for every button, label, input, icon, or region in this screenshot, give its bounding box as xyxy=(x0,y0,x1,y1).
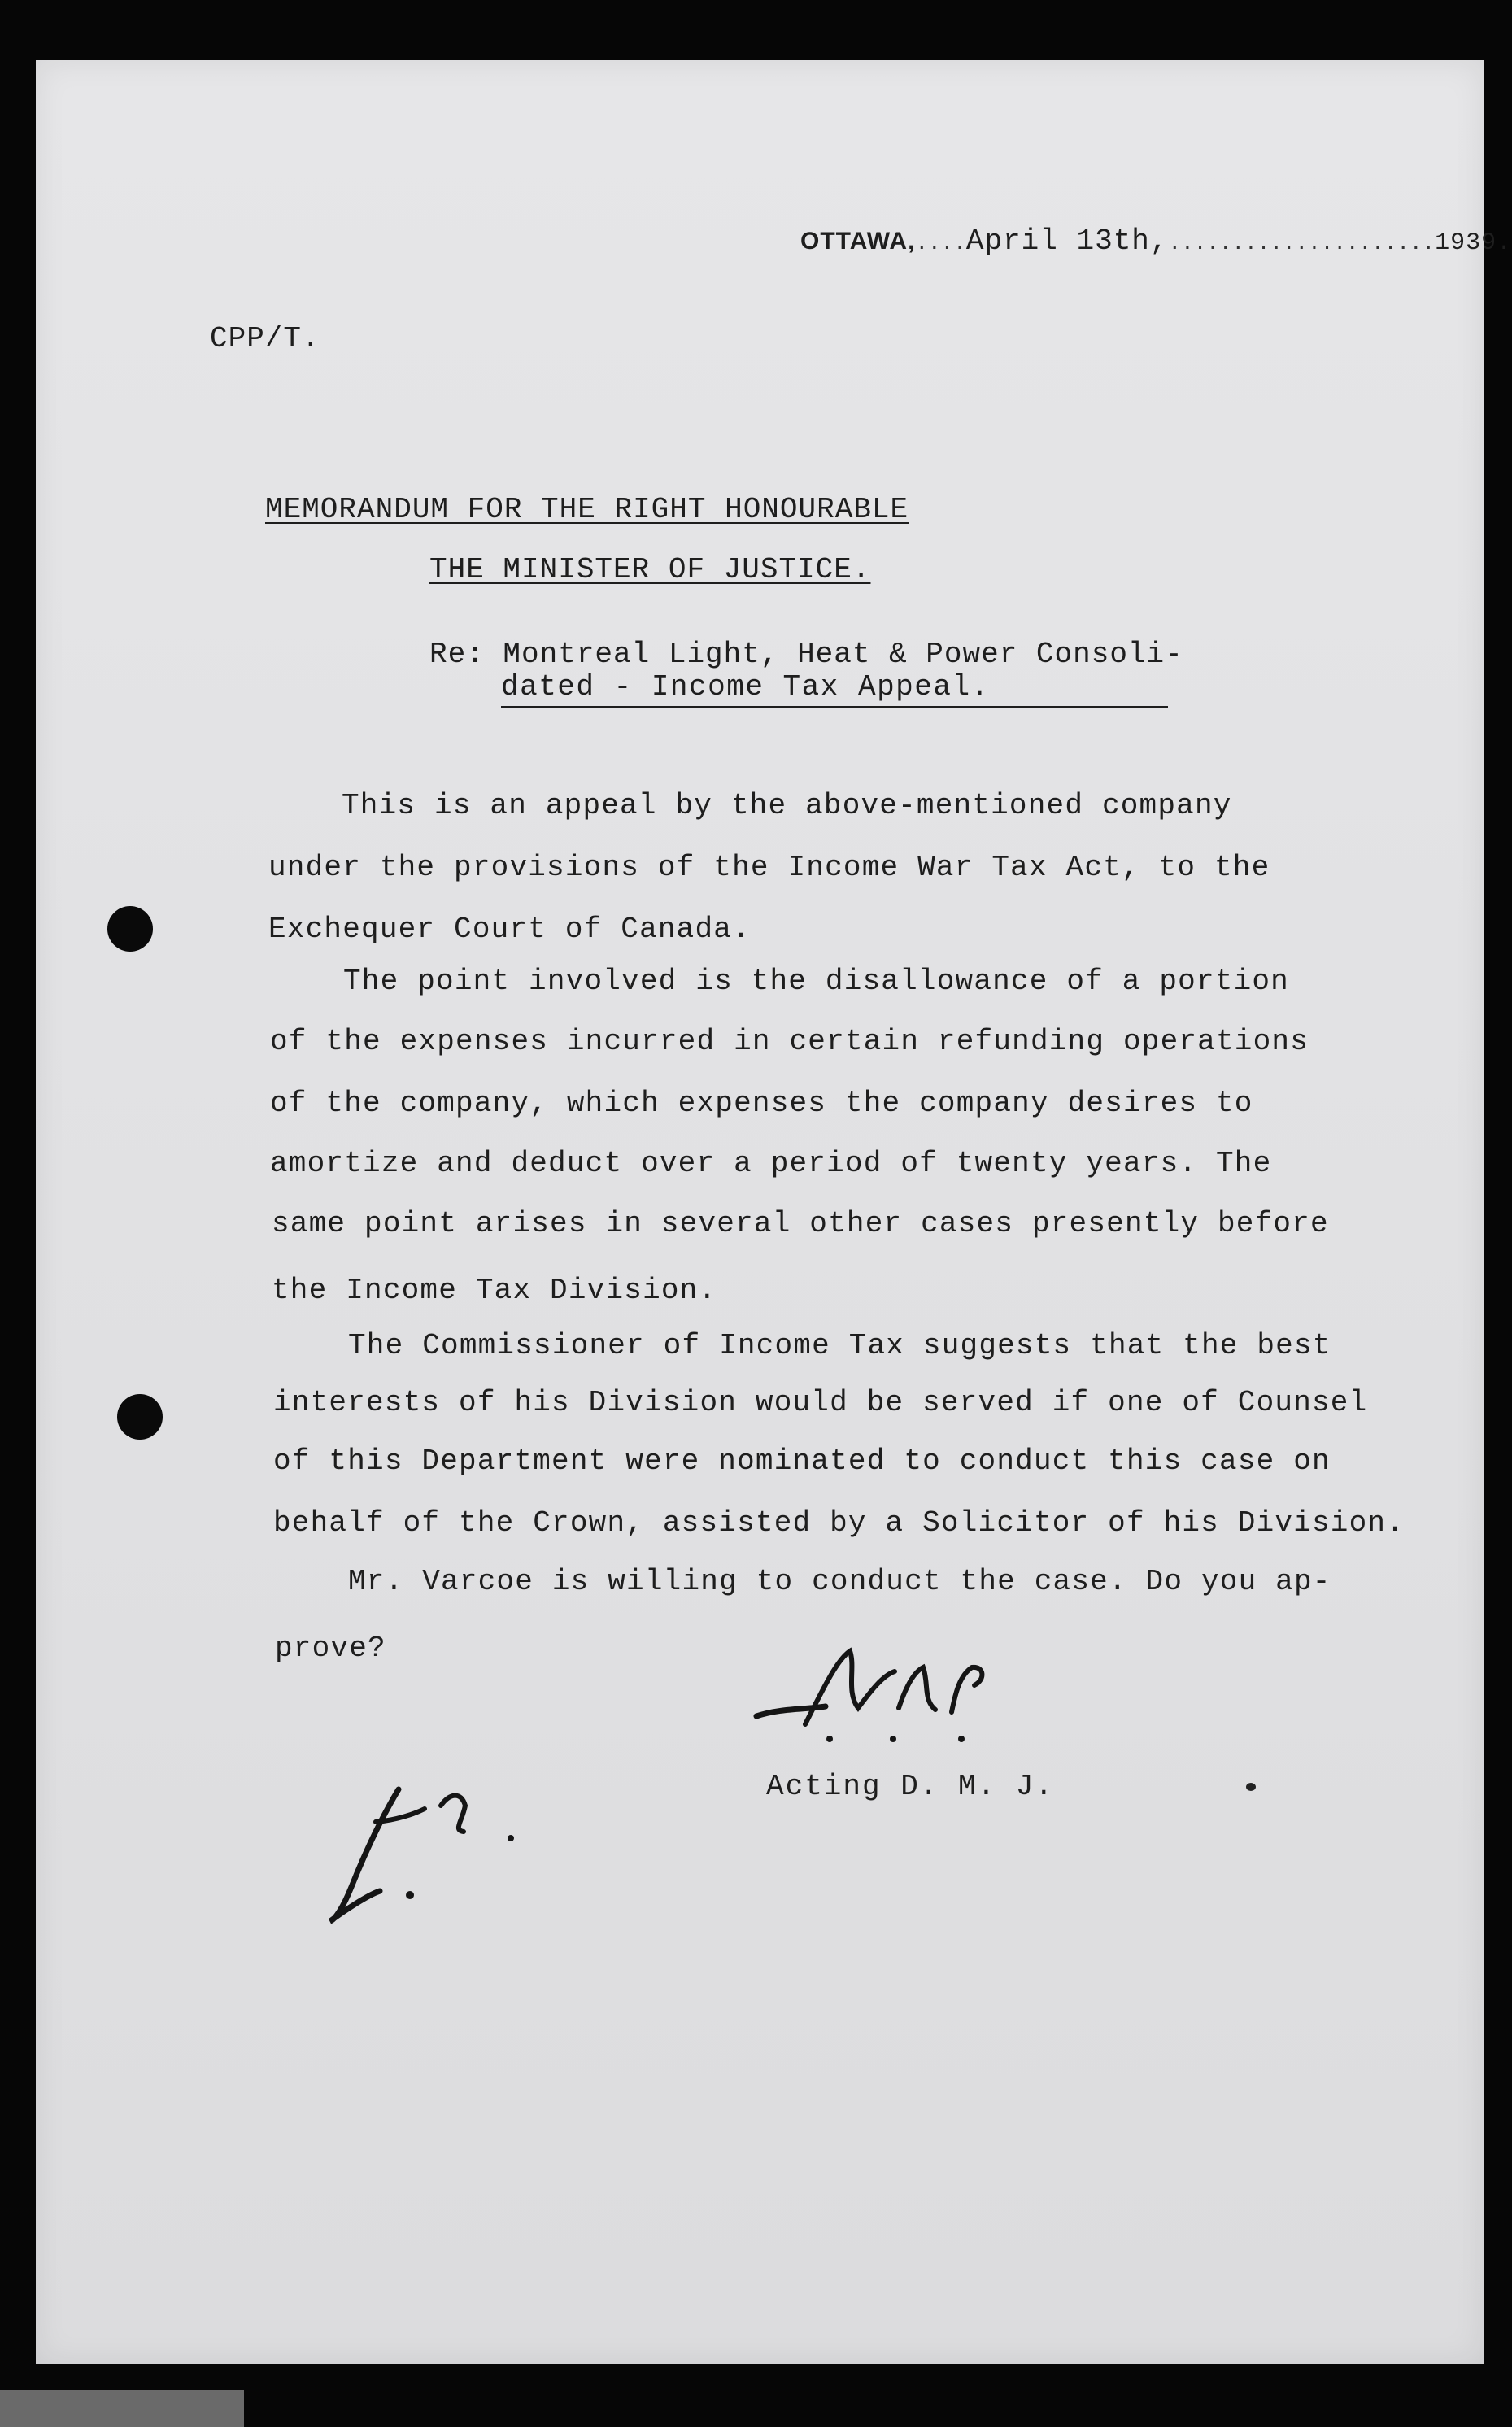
reference-code: CPP/T. xyxy=(210,322,320,355)
body-line: prove? xyxy=(275,1632,386,1665)
body-line: Exchequer Court of Canada. xyxy=(268,913,751,946)
memo-title-line-2: THE MINISTER OF JUSTICE. xyxy=(429,553,871,586)
body-line: This is an appeal by the above-mentioned company xyxy=(342,789,1232,822)
body-line: Mr. Varcoe is willing to conduct the case. Do you ap- xyxy=(348,1565,1331,1598)
approval-initials-mark xyxy=(319,1773,530,1936)
place-label: OTTAWA, xyxy=(800,228,916,255)
body-line: the Income Tax Division. xyxy=(272,1274,717,1307)
body-line: of this Department were nominated to conduct this case on xyxy=(273,1444,1331,1478)
body-line: interests of his Division would be served if one of Counsel xyxy=(273,1386,1368,1419)
body-line: The Commissioner of Income Tax suggests that the best xyxy=(348,1329,1331,1362)
date-line: OTTAWA,....April 13th,.....................1939. xyxy=(800,224,1512,258)
body-line: amortize and deduct over a period of twenty years. The xyxy=(270,1147,1272,1180)
punch-hole-top xyxy=(107,906,153,952)
body-line: of the expenses incurred in certain refunding operations xyxy=(270,1025,1309,1058)
signatory-title: Acting D. M. J. xyxy=(766,1770,1055,1803)
signature-mark xyxy=(748,1635,1009,1749)
punch-hole-bottom xyxy=(117,1394,163,1440)
subject-line-2-wrap xyxy=(501,670,1168,708)
film-edge-strip xyxy=(0,2390,244,2427)
subject-line-2: dated - Income Tax Appeal. xyxy=(501,670,990,704)
stray-mark xyxy=(1246,1783,1256,1791)
memo-title-line-1: MEMORANDUM FOR THE RIGHT HONOURABLE xyxy=(265,493,909,526)
body-line: of the company, which expenses the company desires to xyxy=(270,1087,1253,1120)
body-line: under the provisions of the Income War Tax Act, to the xyxy=(268,851,1270,884)
body-line: The point involved is the disallowance of a portion xyxy=(343,965,1289,998)
body-line: same point arises in several other cases presently before xyxy=(272,1207,1329,1240)
year-text: 1939. xyxy=(1435,229,1512,257)
subject-line-1: Re: Montreal Light, Heat & Power Consoli- xyxy=(429,638,1183,671)
body-line: behalf of the Crown, assisted by a Solicitor of his Division. xyxy=(273,1506,1405,1540)
date-text: April 13th, xyxy=(965,224,1169,258)
